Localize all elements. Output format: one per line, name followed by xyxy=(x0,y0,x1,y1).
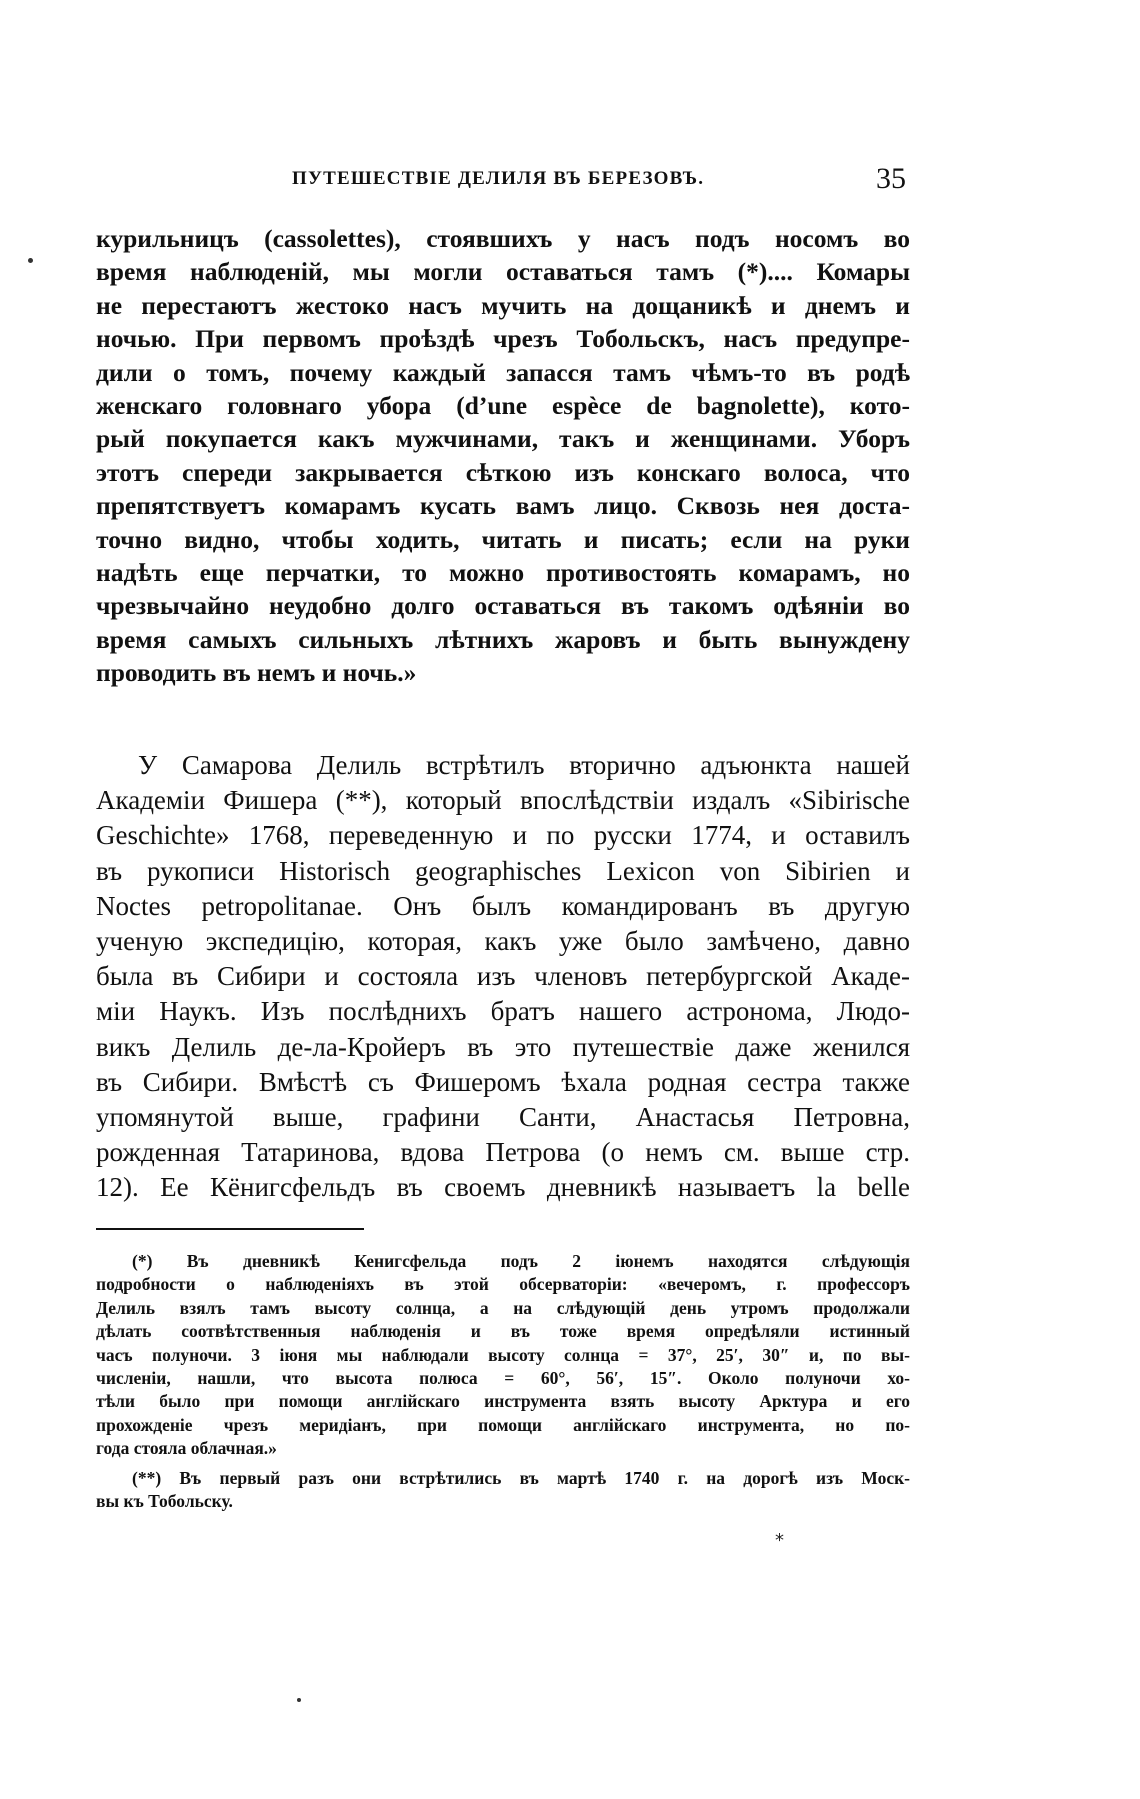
quote-line: женскаго головнаго убора (d’une espèce de bagnolette), кото- xyxy=(96,390,910,420)
footnote-line: года стояла облачная.» xyxy=(96,1438,277,1459)
running-title: ПУТЕШЕСТВІЕ ДЕЛИЛЯ ВЪ БЕРЕЗОВЪ. xyxy=(292,168,705,189)
quote-line: не перестаютъ жестоко насъ мучить на дощаникѣ и днемъ и xyxy=(96,290,910,320)
quote-line: ночью. При первомъ проѣздѣ чрезъ Тобольскъ, насъ предупре- xyxy=(96,324,910,354)
body-line: въ Сибири. Вмѣстѣ съ Фишеромъ ѣхала родная сестра также xyxy=(96,1066,910,1097)
body-line: рожденная Татаринова, вдова Петрова (о немъ см. выше стр. xyxy=(96,1137,910,1168)
body-line: упомянутой выше, графини Санти, Анастасья Петровна, xyxy=(96,1101,910,1132)
quote-line: этотъ спереди закрывается сѣткою изъ конскаго волоса, что xyxy=(96,457,910,487)
footnote-line: численіи, нашли, что высота полюса = 60°, 56′, 15″. Около полуночи хо- xyxy=(96,1367,910,1388)
quote-line: курильницъ (cassolettes), стоявшихъ у насъ подъ носомъ во xyxy=(96,224,910,253)
body-line: въ рукописи Historisch geographisches Lexicon von Sibirien и xyxy=(96,855,910,886)
running-head xyxy=(96,162,910,202)
body-line: 12). Ее Кёнигсфельдъ въ своемъ дневникѣ называетъ la belle xyxy=(96,1172,910,1203)
page-number: 35 xyxy=(876,162,906,195)
body-paragraph xyxy=(96,748,910,1205)
quote-line: точно видно, чтобы ходить, читать и писать; если на руки xyxy=(96,524,910,554)
footnote-2 xyxy=(96,1467,910,1514)
speck-mark xyxy=(297,1698,301,1702)
footnotes xyxy=(96,1250,910,1513)
speck-mark xyxy=(28,258,33,263)
footnote-line: тѣли было при помощи англійскаго инструмента взять высоту Арктура и его xyxy=(96,1391,910,1412)
body-line: Geschichte» 1768, переведенную и по русски 1774, и оставилъ xyxy=(96,820,910,851)
body-line: была въ Сибири и состояла изъ членовъ петербургской Акаде- xyxy=(96,961,910,992)
quote-line: препятствуетъ комарамъ кусать вамъ лицо. Сквозь нея доста- xyxy=(96,491,910,521)
body-line: міи Наукъ. Изъ послѣднихъ братъ нашего астронома, Людо- xyxy=(96,996,910,1027)
quote-line: надѣть еще перчатки, то можно противостоять комарамъ, но xyxy=(96,557,910,587)
footnote-divider xyxy=(96,1228,364,1230)
footnote-1 xyxy=(96,1250,910,1461)
quote-line: дили о томъ, почему каждый запасся тамъ чѣмъ-то въ родѣ xyxy=(96,357,910,387)
body-line: ученую экспедицію, которая, какъ уже было замѣчено, давно xyxy=(96,925,910,956)
footnote-line: (*) Въ дневникѣ Кенигсфельда подъ 2 іюнемъ находятся слѣдующія xyxy=(132,1251,910,1271)
footnote-line: (**) Въ первый разъ они встрѣтились въ мартѣ 1740 г. на дорогѣ изъ Моск- xyxy=(132,1467,910,1488)
quote-line: время самыхъ сильныхъ лѣтнихъ жаровъ и быть вынуждену xyxy=(96,624,910,654)
footnote-line: часъ полуночи. 3 іюня мы наблюдали высоту солнца = 37°, 25′, 30″ и, по вы- xyxy=(96,1344,910,1365)
quote-line: проводить въ немъ и ночь.» xyxy=(96,658,417,688)
quote-line: чрезвычайно неудобно долго оставаться въ такомъ одѣяніи во xyxy=(96,591,910,621)
quote-line: рый покупается какъ мужчинами, такъ и женщинами. Уборъ xyxy=(96,424,910,454)
quoted-passage xyxy=(96,222,910,689)
footnote-line: Делиль взялъ тамъ высоту солнца, а на слѣдующій день утромъ продолжали xyxy=(96,1297,910,1318)
quote-line: время наблюденій, мы могли оставаться тамъ (*).... Комары xyxy=(96,257,910,287)
body-line: Академіи Фишера (**), который впослѣдствіи издалъ «Sibirische xyxy=(96,785,910,816)
footnote-line: дѣлать соотвѣтственныя наблюденія и въ тоже время опредѣляли истинный xyxy=(96,1321,910,1342)
body-line: У Самарова Делиль встрѣтилъ вторично адъюнкта нашей xyxy=(138,750,910,780)
footnote-line: вы къ Тобольску. xyxy=(96,1490,233,1511)
footnote-line: прохожденіе чрезъ меридіанъ, при помощи англійскаго инструмента, но по- xyxy=(96,1414,910,1435)
body-line: викъ Делиль де-ла-Кройеръ въ это путешествіе даже женился xyxy=(96,1031,910,1062)
footnote-line: подробности о наблюденіяхъ въ этой обсерваторіи: «вечеромъ, г. профессоръ xyxy=(96,1274,910,1295)
body-line: Noctes petropolitanae. Онъ былъ командированъ въ другую xyxy=(96,890,910,921)
stray-asterisk-mark: * xyxy=(775,1530,784,1551)
